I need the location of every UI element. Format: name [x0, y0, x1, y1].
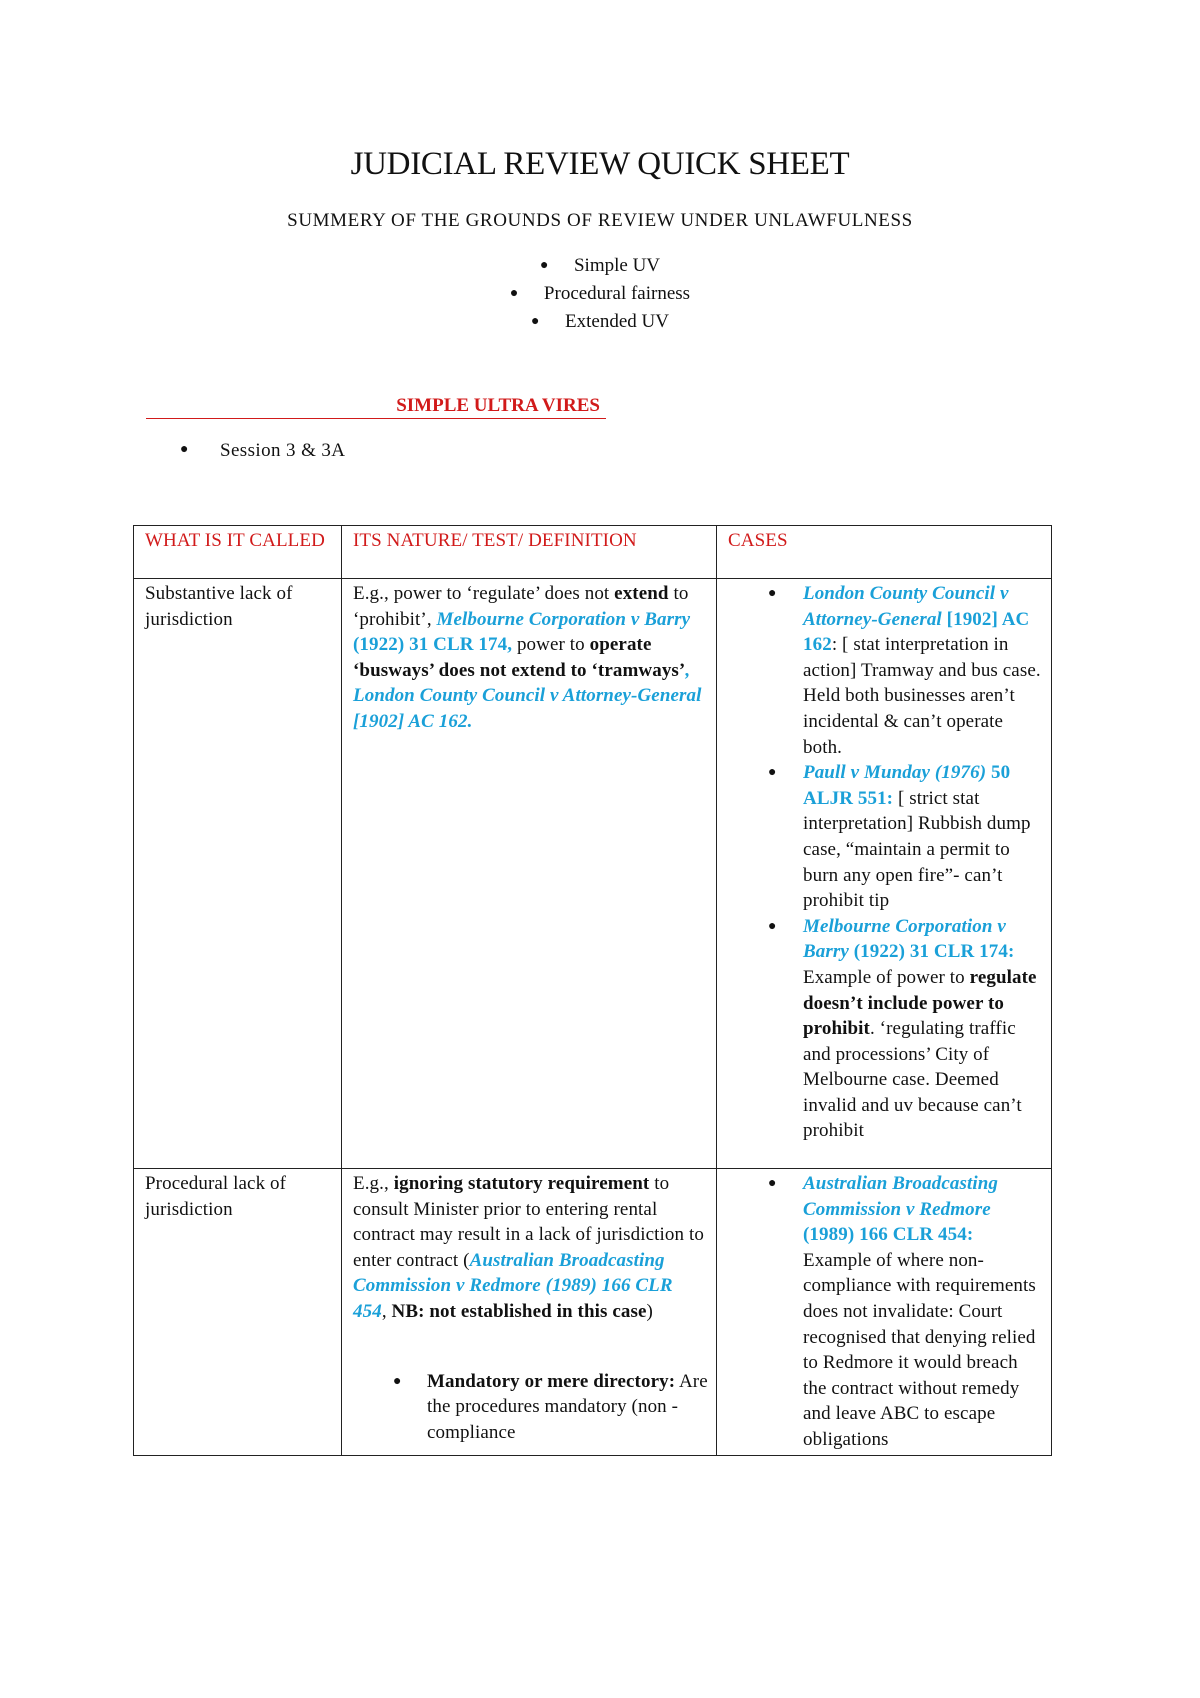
ground-cases: [717, 579, 1052, 1169]
bullet-icon: ●: [768, 586, 777, 601]
ground-cases: [717, 1169, 1052, 1456]
column-header: ITS NATURE/ TEST/ DEFINITION: [342, 526, 717, 579]
list-item: ● Australian Broadcasting Commission v Redmore (1989) 166 CLR 454: Example of where non-compliance with requirements does not invalidate: Court recognised that denying relied to Redmore it would breach the contract without remedy and leave ABC to escape obligations: [768, 1173, 1036, 1450]
list-item: [0, 308, 1200, 336]
list-item-label: Procedural fairness: [543, 283, 691, 304]
bullet-icon: ●: [393, 1373, 402, 1389]
bullet-icon: ●: [768, 1176, 777, 1192]
ground-definition: E.g., ignoring statutory requirement to consult Minister prior to entering rental contract may result in a lack of jurisdiction to enter contract (Australian Broadcasting Commission v Redmore (1989) 166 CLR 454, NB: not established in this case) ● Mandatory or mere directory: Are the procedures mandatory (non - compliance: [342, 1169, 717, 1456]
table-row: [134, 1169, 1052, 1456]
grounds-table: [133, 525, 1052, 1456]
table-header-row: [134, 526, 1052, 579]
bullet-icon: ●: [768, 918, 777, 934]
bullet-icon: ●: [180, 442, 189, 457]
bullet-icon: ●: [509, 286, 519, 301]
ground-name: Procedural lack of jurisdiction: [134, 1169, 342, 1456]
session-label: Session 3 & 3A: [220, 440, 346, 461]
list-item: [0, 252, 1200, 280]
section-heading: SIMPLE ULTRA VIRES: [146, 394, 606, 419]
list-item: [0, 280, 1200, 308]
list-item: ● Mandatory or mere directory: Are the procedures mandatory (non - compliance: [393, 1370, 708, 1443]
bullet-icon: ●: [539, 258, 549, 273]
document-subtitle: SUMMERY OF THE GROUNDS OF REVIEW UNDER UNLAWFULNESS: [287, 210, 913, 231]
bullet-icon: ●: [768, 765, 777, 781]
sub-list: [353, 1369, 708, 1446]
document-title: JUDICIAL REVIEW QUICK SHEET: [350, 146, 850, 182]
list-item: ● Melbourne Corporation v Barry (1922) 31 CLR 174: Example of power to regulate doesn’t include power to prohibit. ‘regulating traffic and processions’ City of Melbourne case. Deemed invalid and uv because can’t prohibit: [768, 915, 1037, 1142]
list-item: ● London County Council v Attorney-General [1902] AC 162: [ stat interpretation in action] Tramway and bus case. Held both businesses aren’t incidental & can’t operate both.: [768, 583, 1041, 758]
ground-name: Substantive lack of jurisdiction: [134, 579, 342, 1169]
list-item: ● Paull v Munday (1976) 50 ALJR 551: [ strict stat interpretation] Rubbish dump case, “maintain a permit to burn any open fire”- can’t prohibit tip: [768, 762, 1031, 912]
session-item: [182, 440, 345, 462]
column-header: CASES: [717, 526, 1052, 579]
list-item-label: Extended UV: [565, 311, 669, 332]
ground-definition: E.g., power to ‘regulate’ does not extend to ‘prohibit’, Melbourne Corporation v Barry (1922) 31 CLR 174, power to operate ‘busways’ does not extend to ‘tramways’, London County Council v Attorney-General [1902] AC 162.: [342, 579, 717, 1169]
column-header: WHAT IS IT CALLED: [134, 526, 342, 579]
table-row: [134, 579, 1052, 1169]
summary-list: [0, 252, 1200, 336]
list-item-label: Simple UV: [573, 255, 661, 276]
case-list: [728, 581, 1043, 1144]
case-list: [728, 1171, 1043, 1453]
bullet-icon: ●: [531, 314, 540, 329]
